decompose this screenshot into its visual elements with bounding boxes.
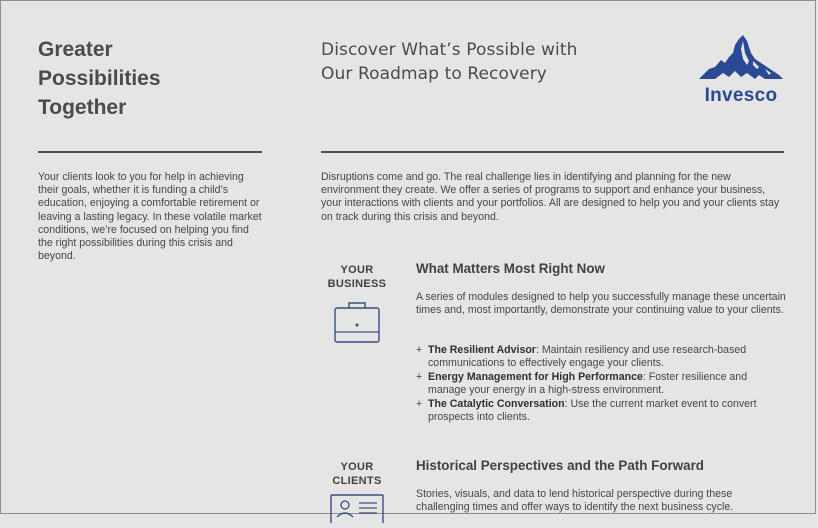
page-subtitle	[321, 38, 621, 86]
section-label-line-1: YOUR	[340, 264, 374, 276]
section-description-business: A series of modules designed to help you successfully manage these uncertain times and, most importantly, demonstrate your continuing value to your clients.	[416, 291, 786, 317]
section-label-business	[322, 264, 392, 291]
bullet-text: : Use the current market event to convert prospects into clients.	[428, 397, 757, 423]
list-item	[416, 344, 786, 370]
mountain-icon	[695, 33, 787, 89]
page-title	[38, 35, 258, 122]
title-line-2: Possibilities	[38, 67, 161, 90]
invesco-logo	[695, 33, 787, 109]
subtitle-line-2: Our Roadmap to Recovery	[321, 64, 547, 84]
client-profile-icon	[329, 493, 385, 523]
title-line-1: Greater	[38, 38, 113, 61]
section-description-clients: Stories, visuals, and data to lend historical perspective during these challenging times and offer ways to identify the next business cycle.	[416, 488, 734, 514]
section-heading-clients: Historical Perspectives and the Path Forward	[416, 458, 704, 473]
bullet-title: Energy Management for High Performance	[428, 370, 643, 383]
title-line-3: Together	[38, 96, 127, 119]
section-label-line-2: CLIENTS	[332, 474, 382, 487]
intro-text: Disruptions come and go. The real challenge lies in identifying and planning for the new environment they create. We offer a series of programs to support and enhance your business, your interactions with clients and your portfolios. All are designed to help you and your clients stay on track during this crisis and beyond.	[321, 171, 780, 223]
divider-right	[321, 151, 784, 153]
section-label-line-2: BUSINESS	[327, 277, 387, 290]
briefcase-icon	[333, 301, 381, 343]
left-body-text: Your clients look to you for help in achieving their goals, whether it is funding a child’s education, enjoying a comfortable retirement or leaving a lasting legacy. In these volatile market conditions, we’re focused on helping you find the right possibilities during this crisis and beyond.	[38, 171, 262, 263]
plus-icon: +	[416, 370, 423, 383]
subtitle-line-1: Discover What’s Possible with	[321, 40, 578, 60]
bullet-title: The Catalytic Conversation	[428, 397, 565, 410]
bullet-text: : Foster resilience and manage your energy in a high-stress environment.	[428, 370, 748, 396]
list-item	[416, 371, 786, 397]
bullet-list	[416, 344, 786, 424]
bullet-title: The Resilient Advisor	[428, 344, 536, 356]
plus-icon: +	[416, 344, 423, 356]
list-item	[416, 398, 786, 424]
plus-icon: +	[416, 397, 423, 410]
section-label-line-1: YOUR	[340, 461, 374, 473]
logo-wordmark: Invesco	[704, 85, 778, 106]
bullet-text: : Maintain resiliency and use research-based communications to effectively engage your clients.	[428, 344, 747, 370]
divider-left	[38, 151, 262, 153]
section-label-clients	[322, 461, 392, 488]
section-heading-business: What Matters Most Right Now	[416, 261, 605, 276]
